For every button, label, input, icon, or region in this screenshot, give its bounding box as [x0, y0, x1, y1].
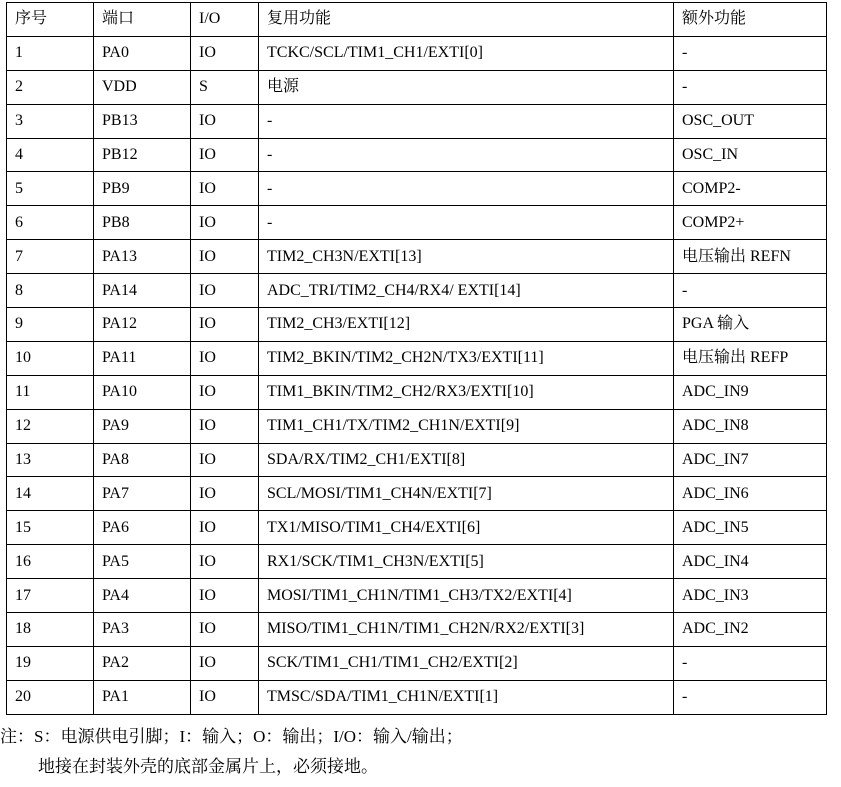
cell-alt-function: TMSC/SDA/TIM1_CH1N/EXTI[1]	[259, 680, 674, 714]
cell-extra-function: ADC_IN2	[674, 613, 827, 647]
cell-extra-function: 电压输出 REFN	[674, 240, 827, 274]
cell-port: PA2	[94, 646, 191, 680]
table-row	[7, 613, 827, 647]
table-row	[7, 545, 827, 579]
column-header-io: I/O	[191, 3, 259, 37]
table-row	[7, 477, 827, 511]
cell-io: IO	[191, 443, 259, 477]
table-row	[7, 240, 827, 274]
cell-alt-function: TIM2_BKIN/TIM2_CH2N/TX3/EXTI[11]	[259, 341, 674, 375]
cell-port: PA11	[94, 341, 191, 375]
pin-function-table	[6, 2, 827, 715]
note-line-2: 地接在封装外壳的底部金属片上，必须接地。	[38, 757, 378, 776]
cell-io: IO	[191, 274, 259, 308]
cell-extra-function: -	[674, 646, 827, 680]
table-row	[7, 308, 827, 342]
cell-io: IO	[191, 206, 259, 240]
cell-alt-function: TCKC/SCL/TIM1_CH1/EXTI[0]	[259, 36, 674, 70]
column-header-alt-function: 复用功能	[259, 3, 674, 37]
cell-port: PA12	[94, 308, 191, 342]
cell-alt-function: TIM2_CH3N/EXTI[13]	[259, 240, 674, 274]
cell-port: PB9	[94, 172, 191, 206]
cell-seq: 9	[7, 308, 94, 342]
table-header-row	[7, 3, 827, 37]
cell-extra-function: OSC_IN	[674, 138, 827, 172]
cell-port: PA8	[94, 443, 191, 477]
cell-seq: 17	[7, 579, 94, 613]
table-row	[7, 274, 827, 308]
cell-extra-function: ADC_IN4	[674, 545, 827, 579]
cell-extra-function: PGA 输入	[674, 308, 827, 342]
cell-seq: 5	[7, 172, 94, 206]
cell-io: IO	[191, 341, 259, 375]
note-line-1: 注：S：电源供电引脚；I：输入；O：输出；I/O：输入/输出；	[0, 727, 463, 746]
cell-extra-function: COMP2-	[674, 172, 827, 206]
table-row	[7, 375, 827, 409]
table-body	[7, 36, 827, 714]
cell-port: PA6	[94, 511, 191, 545]
cell-alt-function: TIM2_CH3/EXTI[12]	[259, 308, 674, 342]
cell-alt-function: SCL/MOSI/TIM1_CH4N/EXTI[7]	[259, 477, 674, 511]
cell-port: PA10	[94, 375, 191, 409]
cell-seq: 4	[7, 138, 94, 172]
cell-extra-function: ADC_IN9	[674, 375, 827, 409]
cell-port: PA5	[94, 545, 191, 579]
cell-alt-function: TX1/MISO/TIM1_CH4/EXTI[6]	[259, 511, 674, 545]
cell-extra-function: -	[674, 70, 827, 104]
cell-extra-function: ADC_IN3	[674, 579, 827, 613]
table-row	[7, 409, 827, 443]
cell-extra-function: -	[674, 36, 827, 70]
column-header-seq: 序号	[7, 3, 94, 37]
cell-alt-function: ADC_TRI/TIM2_CH4/RX4/ EXTI[14]	[259, 274, 674, 308]
cell-io: IO	[191, 477, 259, 511]
cell-seq: 20	[7, 680, 94, 714]
cell-seq: 15	[7, 511, 94, 545]
cell-extra-function: -	[674, 680, 827, 714]
column-header-extra-function: 额外功能	[674, 3, 827, 37]
cell-seq: 6	[7, 206, 94, 240]
cell-alt-function: -	[259, 104, 674, 138]
cell-alt-function: SCK/TIM1_CH1/TIM1_CH2/EXTI[2]	[259, 646, 674, 680]
cell-port: PA9	[94, 409, 191, 443]
column-header-port: 端口	[94, 3, 191, 37]
cell-alt-function: TIM1_BKIN/TIM2_CH2/RX3/EXTI[10]	[259, 375, 674, 409]
cell-seq: 11	[7, 375, 94, 409]
cell-extra-function: ADC_IN5	[674, 511, 827, 545]
cell-seq: 10	[7, 341, 94, 375]
cell-alt-function: MOSI/TIM1_CH1N/TIM1_CH3/TX2/EXTI[4]	[259, 579, 674, 613]
cell-port: PA0	[94, 36, 191, 70]
cell-seq: 1	[7, 36, 94, 70]
table-row	[7, 172, 827, 206]
table-row	[7, 341, 827, 375]
table-row	[7, 511, 827, 545]
cell-extra-function: ADC_IN6	[674, 477, 827, 511]
cell-alt-function: -	[259, 206, 674, 240]
cell-io: IO	[191, 36, 259, 70]
cell-io: IO	[191, 409, 259, 443]
cell-io: IO	[191, 375, 259, 409]
cell-extra-function: 电压输出 REFP	[674, 341, 827, 375]
cell-extra-function: COMP2+	[674, 206, 827, 240]
cell-port: PA7	[94, 477, 191, 511]
cell-io: IO	[191, 172, 259, 206]
cell-alt-function: SDA/RX/TIM2_CH1/EXTI[8]	[259, 443, 674, 477]
table-row	[7, 646, 827, 680]
cell-io: IO	[191, 138, 259, 172]
cell-io: IO	[191, 308, 259, 342]
cell-io: IO	[191, 680, 259, 714]
cell-extra-function: ADC_IN7	[674, 443, 827, 477]
table-row	[7, 70, 827, 104]
cell-extra-function: -	[674, 274, 827, 308]
cell-io: IO	[191, 240, 259, 274]
cell-port: PA1	[94, 680, 191, 714]
table-row	[7, 443, 827, 477]
cell-alt-function: -	[259, 138, 674, 172]
cell-seq: 2	[7, 70, 94, 104]
cell-port: PA13	[94, 240, 191, 274]
cell-seq: 13	[7, 443, 94, 477]
cell-extra-function: OSC_OUT	[674, 104, 827, 138]
table-row	[7, 36, 827, 70]
cell-port: PA14	[94, 274, 191, 308]
table-notes	[0, 722, 463, 782]
cell-port: VDD	[94, 70, 191, 104]
cell-io: IO	[191, 579, 259, 613]
cell-seq: 8	[7, 274, 94, 308]
cell-seq: 19	[7, 646, 94, 680]
cell-extra-function: ADC_IN8	[674, 409, 827, 443]
cell-alt-function: TIM1_CH1/TX/TIM2_CH1N/EXTI[9]	[259, 409, 674, 443]
cell-seq: 7	[7, 240, 94, 274]
cell-alt-function: RX1/SCK/TIM1_CH3N/EXTI[5]	[259, 545, 674, 579]
cell-seq: 14	[7, 477, 94, 511]
cell-seq: 16	[7, 545, 94, 579]
cell-seq: 3	[7, 104, 94, 138]
cell-port: PB12	[94, 138, 191, 172]
cell-io: IO	[191, 511, 259, 545]
cell-alt-function: -	[259, 172, 674, 206]
cell-io: IO	[191, 613, 259, 647]
cell-port: PA3	[94, 613, 191, 647]
cell-seq: 12	[7, 409, 94, 443]
table-row	[7, 206, 827, 240]
cell-port: PB13	[94, 104, 191, 138]
cell-port: PB8	[94, 206, 191, 240]
table-row	[7, 138, 827, 172]
cell-alt-function: 电源	[259, 70, 674, 104]
table-row	[7, 579, 827, 613]
cell-io: IO	[191, 545, 259, 579]
table-row	[7, 104, 827, 138]
cell-io: IO	[191, 646, 259, 680]
cell-alt-function: MISO/TIM1_CH1N/TIM1_CH2N/RX2/EXTI[3]	[259, 613, 674, 647]
cell-io: S	[191, 70, 259, 104]
cell-port: PA4	[94, 579, 191, 613]
table-row	[7, 680, 827, 714]
cell-io: IO	[191, 104, 259, 138]
cell-seq: 18	[7, 613, 94, 647]
